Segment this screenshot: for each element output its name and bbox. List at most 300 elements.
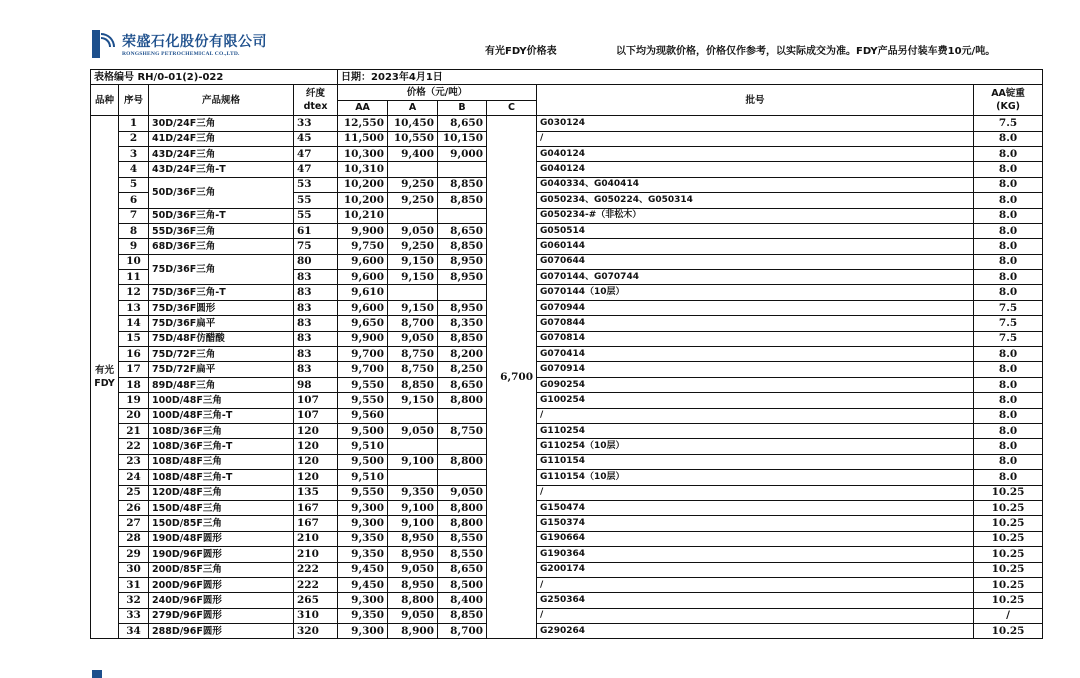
table-row (91, 177, 1043, 192)
seq-cell: 29 (119, 547, 149, 562)
seq-cell: 3 (119, 146, 149, 161)
price-aa-cell: 9,600 (338, 270, 388, 285)
seq-cell: 7 (119, 208, 149, 223)
table-row (91, 593, 1043, 608)
spec-cell: 240D/96F圆形 (149, 593, 294, 608)
price-b-cell: 8,950 (438, 270, 487, 285)
table-row (91, 439, 1043, 454)
spec-cell: 75D/36F圆形 (149, 300, 294, 315)
batch-cell: G190664 (537, 531, 974, 546)
price-b-cell: 8,550 (438, 531, 487, 546)
seq-cell: 12 (119, 285, 149, 300)
price-aa-cell: 9,900 (338, 331, 388, 346)
batch-cell: G110254 (537, 423, 974, 438)
spec-cell: 190D/96F圆形 (149, 547, 294, 562)
price-aa-cell: 10,200 (338, 177, 388, 192)
price-b-cell: 8,800 (438, 500, 487, 515)
price-a-cell: 9,100 (388, 516, 438, 531)
weight-cell: / (974, 608, 1043, 623)
price-a-cell (388, 408, 438, 423)
company-logo-icon (92, 30, 116, 58)
weight-cell: 7.5 (974, 300, 1043, 315)
price-aa-cell: 9,510 (338, 439, 388, 454)
next-page-logo-icon (92, 670, 102, 678)
col-seq: 序号 (119, 85, 149, 116)
price-a-cell: 9,050 (388, 562, 438, 577)
dtex-cell: 83 (294, 300, 338, 315)
dtex-cell: 47 (294, 162, 338, 177)
meta-row (91, 70, 1043, 85)
table-row (91, 531, 1043, 546)
price-aa-cell: 9,300 (338, 516, 388, 531)
table-row (91, 162, 1043, 177)
dtex-cell: 53 (294, 177, 338, 192)
table-row (91, 331, 1043, 346)
seq-cell: 23 (119, 454, 149, 469)
spec-cell: 75D/72F扁平 (149, 362, 294, 377)
spec-cell: 50D/36F三角-T (149, 208, 294, 223)
spec-cell: 200D/96F圆形 (149, 577, 294, 592)
price-b-cell: 8,650 (438, 377, 487, 392)
price-b-cell: 8,550 (438, 547, 487, 562)
price-b-cell: 8,850 (438, 239, 487, 254)
dtex-cell: 33 (294, 116, 338, 131)
weight-cell: 8.0 (974, 223, 1043, 238)
price-aa-cell: 9,550 (338, 485, 388, 500)
table-row (91, 454, 1043, 469)
price-aa-cell: 9,350 (338, 547, 388, 562)
table-row (91, 208, 1043, 223)
batch-cell: G050514 (537, 223, 974, 238)
weight-cell: 8.0 (974, 377, 1043, 392)
seq-cell: 25 (119, 485, 149, 500)
price-a-cell: 9,150 (388, 300, 438, 315)
spec-cell: 43D/24F三角-T (149, 162, 294, 177)
seq-cell: 31 (119, 577, 149, 592)
seq-cell: 20 (119, 408, 149, 423)
price-b-cell: 8,400 (438, 593, 487, 608)
spec-cell: 288D/96F圆形 (149, 624, 294, 639)
weight-cell: 8.0 (974, 254, 1043, 269)
seq-cell: 26 (119, 500, 149, 515)
form-number: 表格编号 RH/0-01(2)-022 (91, 70, 338, 85)
price-b-cell: 8,650 (438, 223, 487, 238)
dtex-cell: 320 (294, 624, 338, 639)
spec-cell: 120D/48F三角 (149, 485, 294, 500)
batch-cell: G110154（10层） (537, 470, 974, 485)
batch-cell: G040124 (537, 146, 974, 161)
seq-cell: 13 (119, 300, 149, 315)
table-row (91, 547, 1043, 562)
table-row (91, 316, 1043, 331)
spec-cell: 279D/96F圆形 (149, 608, 294, 623)
spec-cell: 100D/48F三角-T (149, 408, 294, 423)
price-b-cell: 8,850 (438, 177, 487, 192)
price-a-cell: 8,950 (388, 547, 438, 562)
price-aa-cell: 10,310 (338, 162, 388, 177)
seq-cell: 19 (119, 393, 149, 408)
weight-cell: 8.0 (974, 208, 1043, 223)
col-price-c: C (487, 100, 537, 115)
price-b-cell: 10,150 (438, 131, 487, 146)
document-title: 有光FDY价格表 (485, 46, 557, 57)
seq-cell: 8 (119, 223, 149, 238)
variety-label-line1: 有光 (94, 365, 114, 377)
weight-cell: 8.0 (974, 423, 1043, 438)
batch-cell: G150474 (537, 500, 974, 515)
weight-cell: 10.25 (974, 485, 1043, 500)
price-a-cell: 10,450 (388, 116, 438, 131)
batch-cell: G050234、G050224、G050314 (537, 193, 974, 208)
weight-cell: 7.5 (974, 116, 1043, 131)
spec-cell: 75D/48F仿醋酸 (149, 331, 294, 346)
price-a-cell: 9,150 (388, 254, 438, 269)
dtex-cell: 55 (294, 208, 338, 223)
batch-cell: G200174 (537, 562, 974, 577)
price-a-cell: 10,550 (388, 131, 438, 146)
price-table (90, 69, 1043, 639)
price-aa-cell: 9,300 (338, 500, 388, 515)
dtex-cell: 45 (294, 131, 338, 146)
table-row (91, 116, 1043, 131)
price-a-cell: 9,400 (388, 146, 438, 161)
batch-cell: G070414 (537, 347, 974, 362)
price-aa-cell: 9,700 (338, 347, 388, 362)
price-aa-cell: 11,500 (338, 131, 388, 146)
price-c-cell: 6,700 (487, 116, 537, 639)
price-aa-cell: 9,650 (338, 316, 388, 331)
price-aa-cell: 10,300 (338, 146, 388, 161)
document-date: 日期：2023年4月1日 (338, 70, 1043, 85)
spec-cell: 75D/36F三角-T (149, 285, 294, 300)
dtex-cell: 47 (294, 146, 338, 161)
header-row-1 (91, 85, 1043, 100)
dtex-cell: 210 (294, 531, 338, 546)
price-a-cell: 8,900 (388, 624, 438, 639)
seq-cell: 27 (119, 516, 149, 531)
seq-cell: 17 (119, 362, 149, 377)
dtex-cell: 210 (294, 547, 338, 562)
table-row (91, 223, 1043, 238)
batch-cell: / (537, 131, 974, 146)
batch-cell: G070144（10层） (537, 285, 974, 300)
price-b-cell: 8,950 (438, 254, 487, 269)
table-row (91, 562, 1043, 577)
seq-cell: 22 (119, 439, 149, 454)
price-aa-cell: 9,450 (338, 562, 388, 577)
seq-cell: 5 (119, 177, 149, 192)
seq-cell: 10 (119, 254, 149, 269)
table-row (91, 377, 1043, 392)
price-b-cell: 8,950 (438, 300, 487, 315)
table-row (91, 423, 1043, 438)
batch-cell: G070844 (537, 316, 974, 331)
seq-cell: 14 (119, 316, 149, 331)
batch-cell: G070644 (537, 254, 974, 269)
price-aa-cell: 9,900 (338, 223, 388, 238)
spec-cell: 41D/24F三角 (149, 131, 294, 146)
table-row (91, 146, 1043, 161)
price-a-cell: 8,950 (388, 531, 438, 546)
weight-cell: 8.0 (974, 131, 1043, 146)
price-aa-cell: 9,350 (338, 608, 388, 623)
price-b-cell: 8,800 (438, 516, 487, 531)
price-b-cell: 8,850 (438, 331, 487, 346)
company-name-cn: 荣盛石化股份有限公司 (122, 34, 267, 50)
price-b-cell (438, 285, 487, 300)
weight-cell: 8.0 (974, 408, 1043, 423)
dtex-cell: 55 (294, 193, 338, 208)
dtex-cell: 83 (294, 285, 338, 300)
seq-cell: 30 (119, 562, 149, 577)
seq-cell: 21 (119, 423, 149, 438)
dtex-cell: 83 (294, 331, 338, 346)
spec-cell: 108D/36F三角-T (149, 439, 294, 454)
weight-cell: 10.25 (974, 562, 1043, 577)
batch-cell: G070914 (537, 362, 974, 377)
price-aa-cell: 9,550 (338, 377, 388, 392)
spec-cell: 100D/48F三角 (149, 393, 294, 408)
seq-cell: 24 (119, 470, 149, 485)
col-spec: 产品规格 (149, 85, 294, 116)
price-b-cell: 8,650 (438, 562, 487, 577)
price-b-cell (438, 408, 487, 423)
weight-cell: 8.0 (974, 347, 1043, 362)
weight-cell: 7.5 (974, 316, 1043, 331)
dtex-cell: 167 (294, 516, 338, 531)
price-b-cell: 8,850 (438, 608, 487, 623)
weight-cell: 8.0 (974, 362, 1043, 377)
price-a-cell: 9,150 (388, 270, 438, 285)
price-a-cell (388, 285, 438, 300)
price-a-cell: 9,350 (388, 485, 438, 500)
spec-cell: 190D/48F圆形 (149, 531, 294, 546)
batch-cell: G070144、G070744 (537, 270, 974, 285)
spec-cell: 150D/85F三角 (149, 516, 294, 531)
seq-cell: 11 (119, 270, 149, 285)
seq-cell: 4 (119, 162, 149, 177)
table-row (91, 285, 1043, 300)
table-row (91, 516, 1043, 531)
seq-cell: 16 (119, 347, 149, 362)
price-a-cell: 9,050 (388, 331, 438, 346)
price-aa-cell: 9,300 (338, 593, 388, 608)
price-b-cell: 8,650 (438, 116, 487, 131)
col-dtex-cn: 纤度 (306, 88, 326, 100)
seq-cell: 6 (119, 193, 149, 208)
weight-cell: 8.0 (974, 239, 1043, 254)
col-variety: 品种 (91, 85, 119, 116)
col-dtex-en: dtex (303, 101, 328, 113)
weight-cell: 8.0 (974, 177, 1043, 192)
weight-cell: 10.25 (974, 547, 1043, 562)
price-a-cell: 9,050 (388, 223, 438, 238)
table-row (91, 300, 1043, 315)
seq-cell: 18 (119, 377, 149, 392)
price-a-cell: 9,250 (388, 193, 438, 208)
weight-cell: 7.5 (974, 331, 1043, 346)
spec-cell: 200D/85F三角 (149, 562, 294, 577)
dtex-cell: 135 (294, 485, 338, 500)
dtex-cell: 120 (294, 454, 338, 469)
batch-cell: G040124 (537, 162, 974, 177)
seq-cell: 15 (119, 331, 149, 346)
col-price-group: 价格（元/吨） (338, 85, 537, 100)
price-aa-cell: 9,550 (338, 393, 388, 408)
batch-cell: G290264 (537, 624, 974, 639)
price-b-cell: 9,050 (438, 485, 487, 500)
table-row (91, 239, 1043, 254)
table-row (91, 347, 1043, 362)
dtex-cell: 120 (294, 470, 338, 485)
price-a-cell: 8,750 (388, 347, 438, 362)
price-b-cell: 9,000 (438, 146, 487, 161)
col-weight (974, 85, 1043, 116)
batch-cell: G060144 (537, 239, 974, 254)
price-b-cell: 8,200 (438, 347, 487, 362)
dtex-cell: 120 (294, 439, 338, 454)
price-aa-cell: 9,510 (338, 470, 388, 485)
spec-cell: 108D/48F三角-T (149, 470, 294, 485)
dtex-cell: 83 (294, 316, 338, 331)
batch-cell: / (537, 577, 974, 592)
dtex-cell: 98 (294, 377, 338, 392)
price-b-cell (438, 208, 487, 223)
company-logo (92, 30, 267, 58)
spec-cell: 108D/36F三角 (149, 423, 294, 438)
spec-cell: 50D/36F三角 (149, 177, 294, 208)
price-b-cell (438, 162, 487, 177)
dtex-cell: 83 (294, 270, 338, 285)
price-a-cell (388, 208, 438, 223)
price-aa-cell: 9,300 (338, 624, 388, 639)
weight-cell: 10.25 (974, 624, 1043, 639)
spec-cell: 75D/36F扁平 (149, 316, 294, 331)
dtex-cell: 107 (294, 408, 338, 423)
price-aa-cell: 10,200 (338, 193, 388, 208)
col-price-aa: AA (338, 100, 388, 115)
col-batch: 批号 (537, 85, 974, 116)
spec-cell: 30D/24F三角 (149, 116, 294, 131)
price-aa-cell: 10,210 (338, 208, 388, 223)
price-aa-cell: 9,750 (338, 239, 388, 254)
weight-cell: 10.25 (974, 531, 1043, 546)
variety-cell (91, 116, 119, 639)
price-table-body (91, 116, 1043, 639)
batch-cell: / (537, 485, 974, 500)
price-aa-cell: 9,560 (338, 408, 388, 423)
weight-cell: 10.25 (974, 593, 1043, 608)
seq-cell: 1 (119, 116, 149, 131)
weight-cell: 8.0 (974, 470, 1043, 485)
dtex-cell: 222 (294, 577, 338, 592)
batch-cell: G190364 (537, 547, 974, 562)
price-a-cell: 9,050 (388, 608, 438, 623)
weight-cell: 10.25 (974, 500, 1043, 515)
col-weight-line1: AA锭重 (991, 88, 1025, 100)
batch-cell: G070944 (537, 300, 974, 315)
price-b-cell: 8,700 (438, 624, 487, 639)
batch-cell: G250364 (537, 593, 974, 608)
price-a-cell (388, 162, 438, 177)
seq-cell: 33 (119, 608, 149, 623)
col-price-b: B (438, 100, 487, 115)
seq-cell: 2 (119, 131, 149, 146)
col-weight-line2: (KG) (996, 101, 1020, 113)
batch-cell: G070814 (537, 331, 974, 346)
weight-cell: 8.0 (974, 285, 1043, 300)
price-notice: 以下均为现款价格，价格仅作参考，以实际成交为准。FDY产品另付装车费10元/吨。 (616, 46, 996, 57)
dtex-cell: 80 (294, 254, 338, 269)
batch-cell: G110154 (537, 454, 974, 469)
table-row (91, 577, 1043, 592)
weight-cell: 8.0 (974, 439, 1043, 454)
price-a-cell (388, 470, 438, 485)
price-aa-cell: 9,610 (338, 285, 388, 300)
batch-cell: G050234-#（非松木） (537, 208, 974, 223)
dtex-cell: 167 (294, 500, 338, 515)
price-a-cell: 9,150 (388, 393, 438, 408)
spec-cell: 68D/36F三角 (149, 239, 294, 254)
price-a-cell: 8,850 (388, 377, 438, 392)
price-aa-cell: 9,600 (338, 254, 388, 269)
weight-cell: 8.0 (974, 393, 1043, 408)
price-aa-cell: 9,450 (338, 577, 388, 592)
table-row (91, 470, 1043, 485)
table-row (91, 131, 1043, 146)
spec-cell: 75D/36F三角 (149, 254, 294, 285)
batch-cell: G110254（10层） (537, 439, 974, 454)
price-a-cell: 8,800 (388, 593, 438, 608)
table-row (91, 393, 1043, 408)
weight-cell: 10.25 (974, 516, 1043, 531)
dtex-cell: 83 (294, 347, 338, 362)
batch-cell: G040334、G040414 (537, 177, 974, 192)
table-row (91, 624, 1043, 639)
price-aa-cell: 9,700 (338, 362, 388, 377)
company-name-en: RONGSHENG PETROCHEMICAL CO.,LTD. (122, 51, 240, 57)
price-b-cell: 8,500 (438, 577, 487, 592)
price-a-cell: 9,250 (388, 239, 438, 254)
weight-cell: 8.0 (974, 146, 1043, 161)
spec-cell: 55D/36F三角 (149, 223, 294, 238)
spec-cell: 75D/72F三角 (149, 347, 294, 362)
spec-cell: 89D/48F三角 (149, 377, 294, 392)
price-a-cell (388, 439, 438, 454)
price-aa-cell: 9,500 (338, 454, 388, 469)
batch-cell: G150374 (537, 516, 974, 531)
dtex-cell: 120 (294, 423, 338, 438)
price-aa-cell: 9,600 (338, 300, 388, 315)
dtex-cell: 61 (294, 223, 338, 238)
spec-cell: 108D/48F三角 (149, 454, 294, 469)
table-row (91, 608, 1043, 623)
dtex-cell: 83 (294, 362, 338, 377)
table-row (91, 362, 1043, 377)
table-row (91, 254, 1043, 269)
price-a-cell: 9,250 (388, 177, 438, 192)
batch-cell: G100254 (537, 393, 974, 408)
spec-cell: 150D/48F三角 (149, 500, 294, 515)
price-a-cell: 9,100 (388, 500, 438, 515)
spec-cell: 43D/24F三角 (149, 146, 294, 161)
batch-cell: G030124 (537, 116, 974, 131)
batch-cell: / (537, 608, 974, 623)
price-b-cell (438, 439, 487, 454)
price-aa-cell: 12,550 (338, 116, 388, 131)
variety-label-line2: FDY (94, 378, 115, 390)
weight-cell: 8.0 (974, 454, 1043, 469)
